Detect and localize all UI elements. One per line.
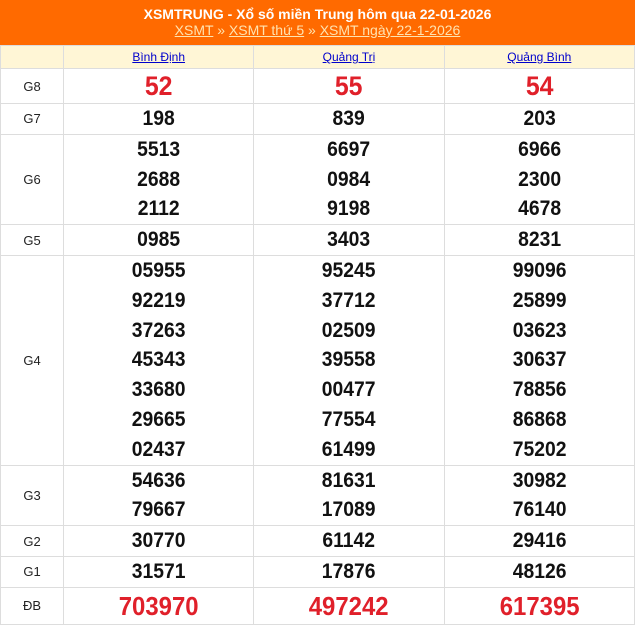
province-header [444,46,634,69]
prize-number: 33680 [131,378,186,402]
prize-number: 78856 [512,378,567,402]
prize-cell [64,255,254,465]
prize-number: 839 [332,107,366,130]
prize-number: 00477 [322,378,376,402]
prize-cell [254,587,444,624]
prize-number: 02509 [322,318,376,342]
corner-cell [1,46,64,69]
prize-number: 30982 [512,468,567,492]
prize-number: 02437 [131,437,186,461]
prize-number: 48126 [512,559,567,583]
prize-number: 4678 [517,197,561,221]
prize-label: G3 [1,465,64,526]
province-link[interactable]: Quảng Bình [507,50,572,64]
prize-row-g2 [1,526,635,557]
breadcrumb-xsmt-thu5[interactable]: XSMT thứ 5 [228,22,305,38]
prize-number: 03623 [512,318,567,342]
prize-number: 54636 [131,468,186,492]
prize-number: 55 [335,71,363,101]
prize-label: G2 [1,526,64,557]
prize-number: 29416 [512,529,567,553]
prize-number: 61499 [322,437,376,461]
prize-number: 37263 [131,318,186,342]
prize-cell [64,69,254,104]
breadcrumb-sep: » [213,22,229,38]
prize-number: 17089 [322,498,376,522]
prize-number: 75202 [512,437,567,461]
prize-number: 30770 [131,529,186,553]
prize-cell [444,255,634,465]
prize-number: 9198 [327,197,371,221]
prize-number: 86868 [512,407,567,431]
prize-cell [254,134,444,224]
prize-cell [254,465,444,526]
prize-cell [64,556,254,587]
prize-number: 05955 [131,258,186,282]
prize-row-g1 [1,556,635,587]
prize-cell [444,587,634,624]
prize-label: G6 [1,134,64,224]
prize-number: 203 [523,107,556,130]
prize-label: G4 [1,255,64,465]
prize-number: 99096 [512,258,567,282]
prize-row-đb [1,587,635,624]
results-table [0,45,635,625]
prize-cell [254,556,444,587]
prize-row-g5 [1,225,635,256]
province-header [64,46,254,69]
prize-cell [444,465,634,526]
prize-label: ĐB [1,587,64,624]
prize-number: 198 [142,107,175,130]
prize-number: 92219 [131,288,186,312]
prize-label: G5 [1,225,64,256]
prize-cell [444,104,634,135]
prize-number: 79667 [131,498,186,522]
breadcrumb-sep: » [304,22,320,38]
province-header [254,46,444,69]
prize-number: 17876 [322,559,376,583]
prize-cell [254,69,444,104]
prize-number: 45343 [131,348,186,372]
prize-number: 39558 [322,348,376,372]
prize-number: 61142 [322,529,376,553]
breadcrumb [0,22,635,39]
prize-cell [444,134,634,224]
prize-number: 2300 [517,167,561,191]
prize-number: 0984 [327,167,371,191]
prize-row-g6 [1,134,635,224]
prize-cell [64,587,254,624]
prize-cell [254,104,444,135]
prize-number: 37712 [322,288,376,312]
prize-cell [254,526,444,557]
prize-row-g8 [1,69,635,104]
breadcrumb-xsmt-date[interactable]: XSMT ngày 22-1-2026 [319,22,461,38]
prize-number: 81631 [322,468,376,492]
prize-cell [254,225,444,256]
prize-number: 52 [144,71,173,101]
prize-number: 497242 [309,590,389,621]
prize-row-g7 [1,104,635,135]
prize-number: 8231 [517,228,561,252]
prize-cell [444,556,634,587]
prize-cell [64,104,254,135]
prize-number: 54 [525,71,554,101]
prize-number: 6697 [327,137,371,161]
prize-cell [444,69,634,104]
breadcrumb-xsmt[interactable]: XSMT [174,22,214,38]
prize-number: 2688 [137,167,181,191]
prize-cell [64,465,254,526]
prize-cell [254,255,444,465]
prize-cell [64,134,254,224]
prize-row-g4 [1,255,635,465]
prize-cell [444,225,634,256]
prize-cell [64,225,254,256]
prize-number: 76140 [512,498,567,522]
prize-label: G7 [1,104,64,135]
prize-number: 6966 [517,137,561,161]
prize-number: 29665 [131,407,186,431]
prize-number: 77554 [322,407,376,431]
prize-row-g3 [1,465,635,526]
prize-label: G1 [1,556,64,587]
prize-number: 0985 [137,228,181,252]
page-title: XSMTRUNG - Xổ số miền Trung hôm qua 22-01-2026 [143,6,492,22]
prize-number: 2112 [137,197,180,221]
prize-label: G8 [1,69,64,104]
prize-number: 25899 [512,288,567,312]
prize-number: 30637 [512,348,567,372]
prize-number: 3403 [327,228,371,252]
prize-number: 617395 [499,590,580,621]
prize-number: 5513 [137,137,181,161]
prize-cell [444,526,634,557]
prize-number: 703970 [118,590,199,621]
prize-cell [64,526,254,557]
province-link[interactable]: Quảng Trị [322,50,376,64]
prize-number: 95245 [322,258,376,282]
page-header [0,0,635,45]
province-link[interactable]: Bình Định [132,50,186,64]
prize-number: 31571 [131,559,186,583]
